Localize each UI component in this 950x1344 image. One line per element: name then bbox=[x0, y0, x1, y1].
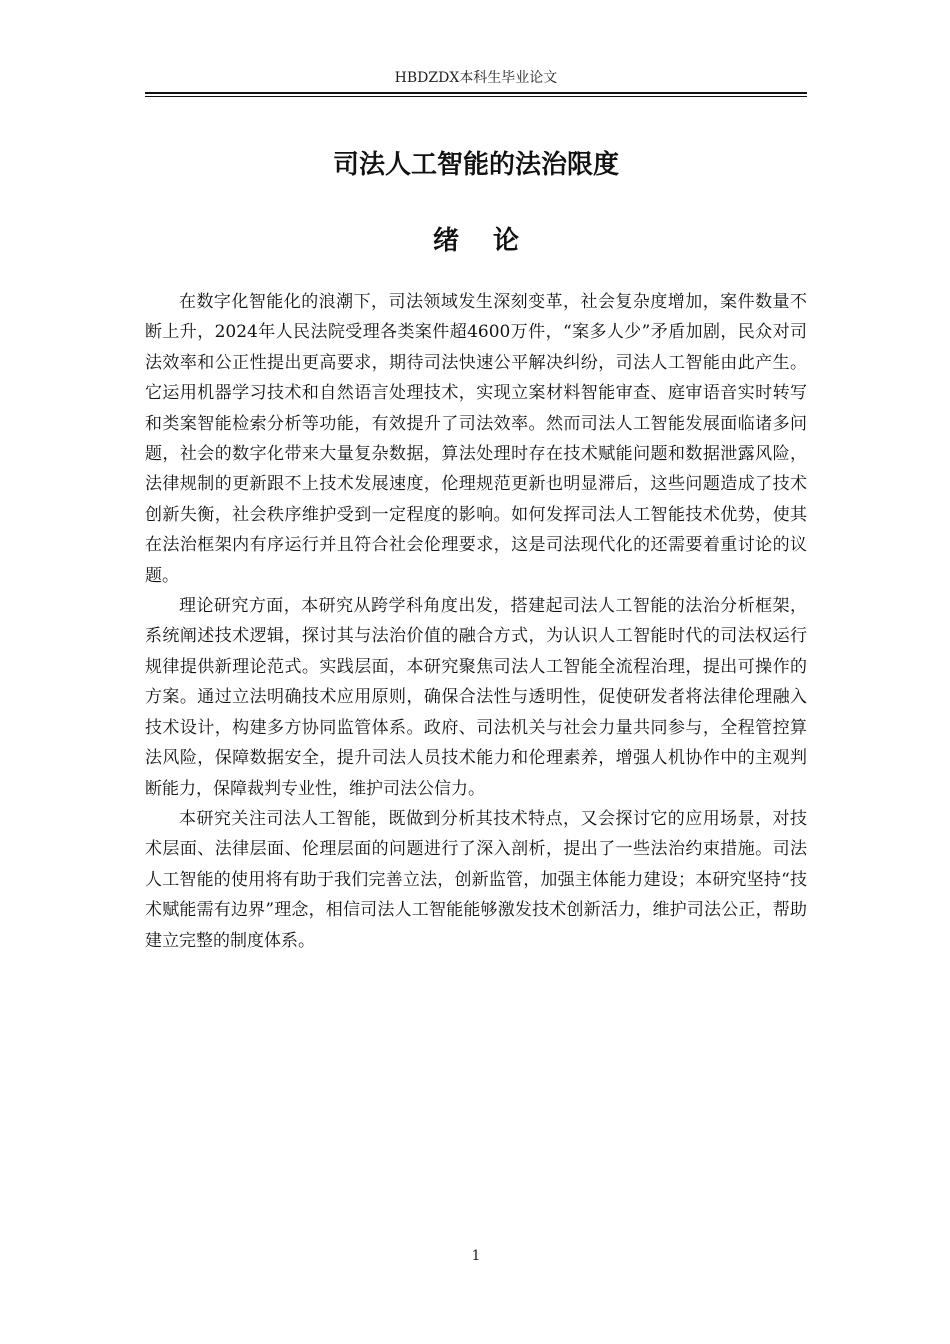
running-header: HBDZDX本科生毕业论文 bbox=[394, 70, 558, 86]
header-rule-thin bbox=[145, 96, 807, 97]
chapter-heading: 绪论 bbox=[432, 226, 553, 256]
paragraph-2: 理论研究方面，本研究从跨学科角度出发，搭建起司法人工智能的法治分析框架，系统阐述技术逻辑，探讨其与法治价值的融合方式，为认识人工智能时代的司法权运行规律提供新理论范式。实践层面，本研究聚焦司法人工智能全流程治理，提出可操作的方案。通过立法明确技术应用原则，确保合法性与透明性，促使研发者将法律伦理融入技术设计，构建多方协同监管体系。政府、司法机关与社会力量共同参与，全程管控算法风险，保障数据安全，提升司法人员技术能力和伦理素养，增强人机协作中的主观判断能力，保障裁判专业性，维护司法公信力。 bbox=[145, 596, 807, 799]
header-double-rule bbox=[145, 92, 807, 98]
thesis-title: 司法人工智能的法治限度 bbox=[332, 150, 619, 180]
paragraph-3: 本研究关注司法人工智能，既做到分析其技术特点，又会探讨它的应用场景，对技术层面、法律层面、伦理层面的问题进行了深入剖析，提出了一些法治约束措施。司法人工智能的使用将有助于我们完善立法，创新监管，加强主体能力建设；本研究坚持“技术赋能需有边界”理念，相信司法人工智能能够激发技术创新活力，维护司法公正，帮助建立完整的制度体系。 bbox=[145, 808, 807, 951]
paragraph-1: 在数字化智能化的浪潮下，司法领域发生深刻变革，社会复杂度增加，案件数量不断上升，2024年人民法院受理各类案件超4600万件，“案多人少”矛盾加剧，民众对司法效率和公正性提出更高要求，期待司法快速公平解决纠纷，司法人工智能由此产生。它运用机器学习技术和自然语言处理技术，实现立案材料智能审查、庭审语音实时转写和类案智能检索分析等功能，有效提升了司法效率。然而司法人工智能发展面临诸多问题，社会的数字化带来大量复杂数据，算法处理时存在技术赋能问题和数据泄露风险，法律规制的更新跟不上技术发展速度，伦理规范更新也明显滞后，这些问题造成了技术创新失衡，社会秩序维护受到一定程度的影响。如何发挥司法人工智能技术优势，使其在法治框架内有序运行并且符合社会伦理要求，这是司法现代化的还需要着重讨论的议题。 bbox=[145, 292, 807, 586]
header-rule-thick bbox=[145, 92, 807, 94]
body-text bbox=[145, 287, 807, 956]
page-number: 1 bbox=[471, 1248, 481, 1264]
